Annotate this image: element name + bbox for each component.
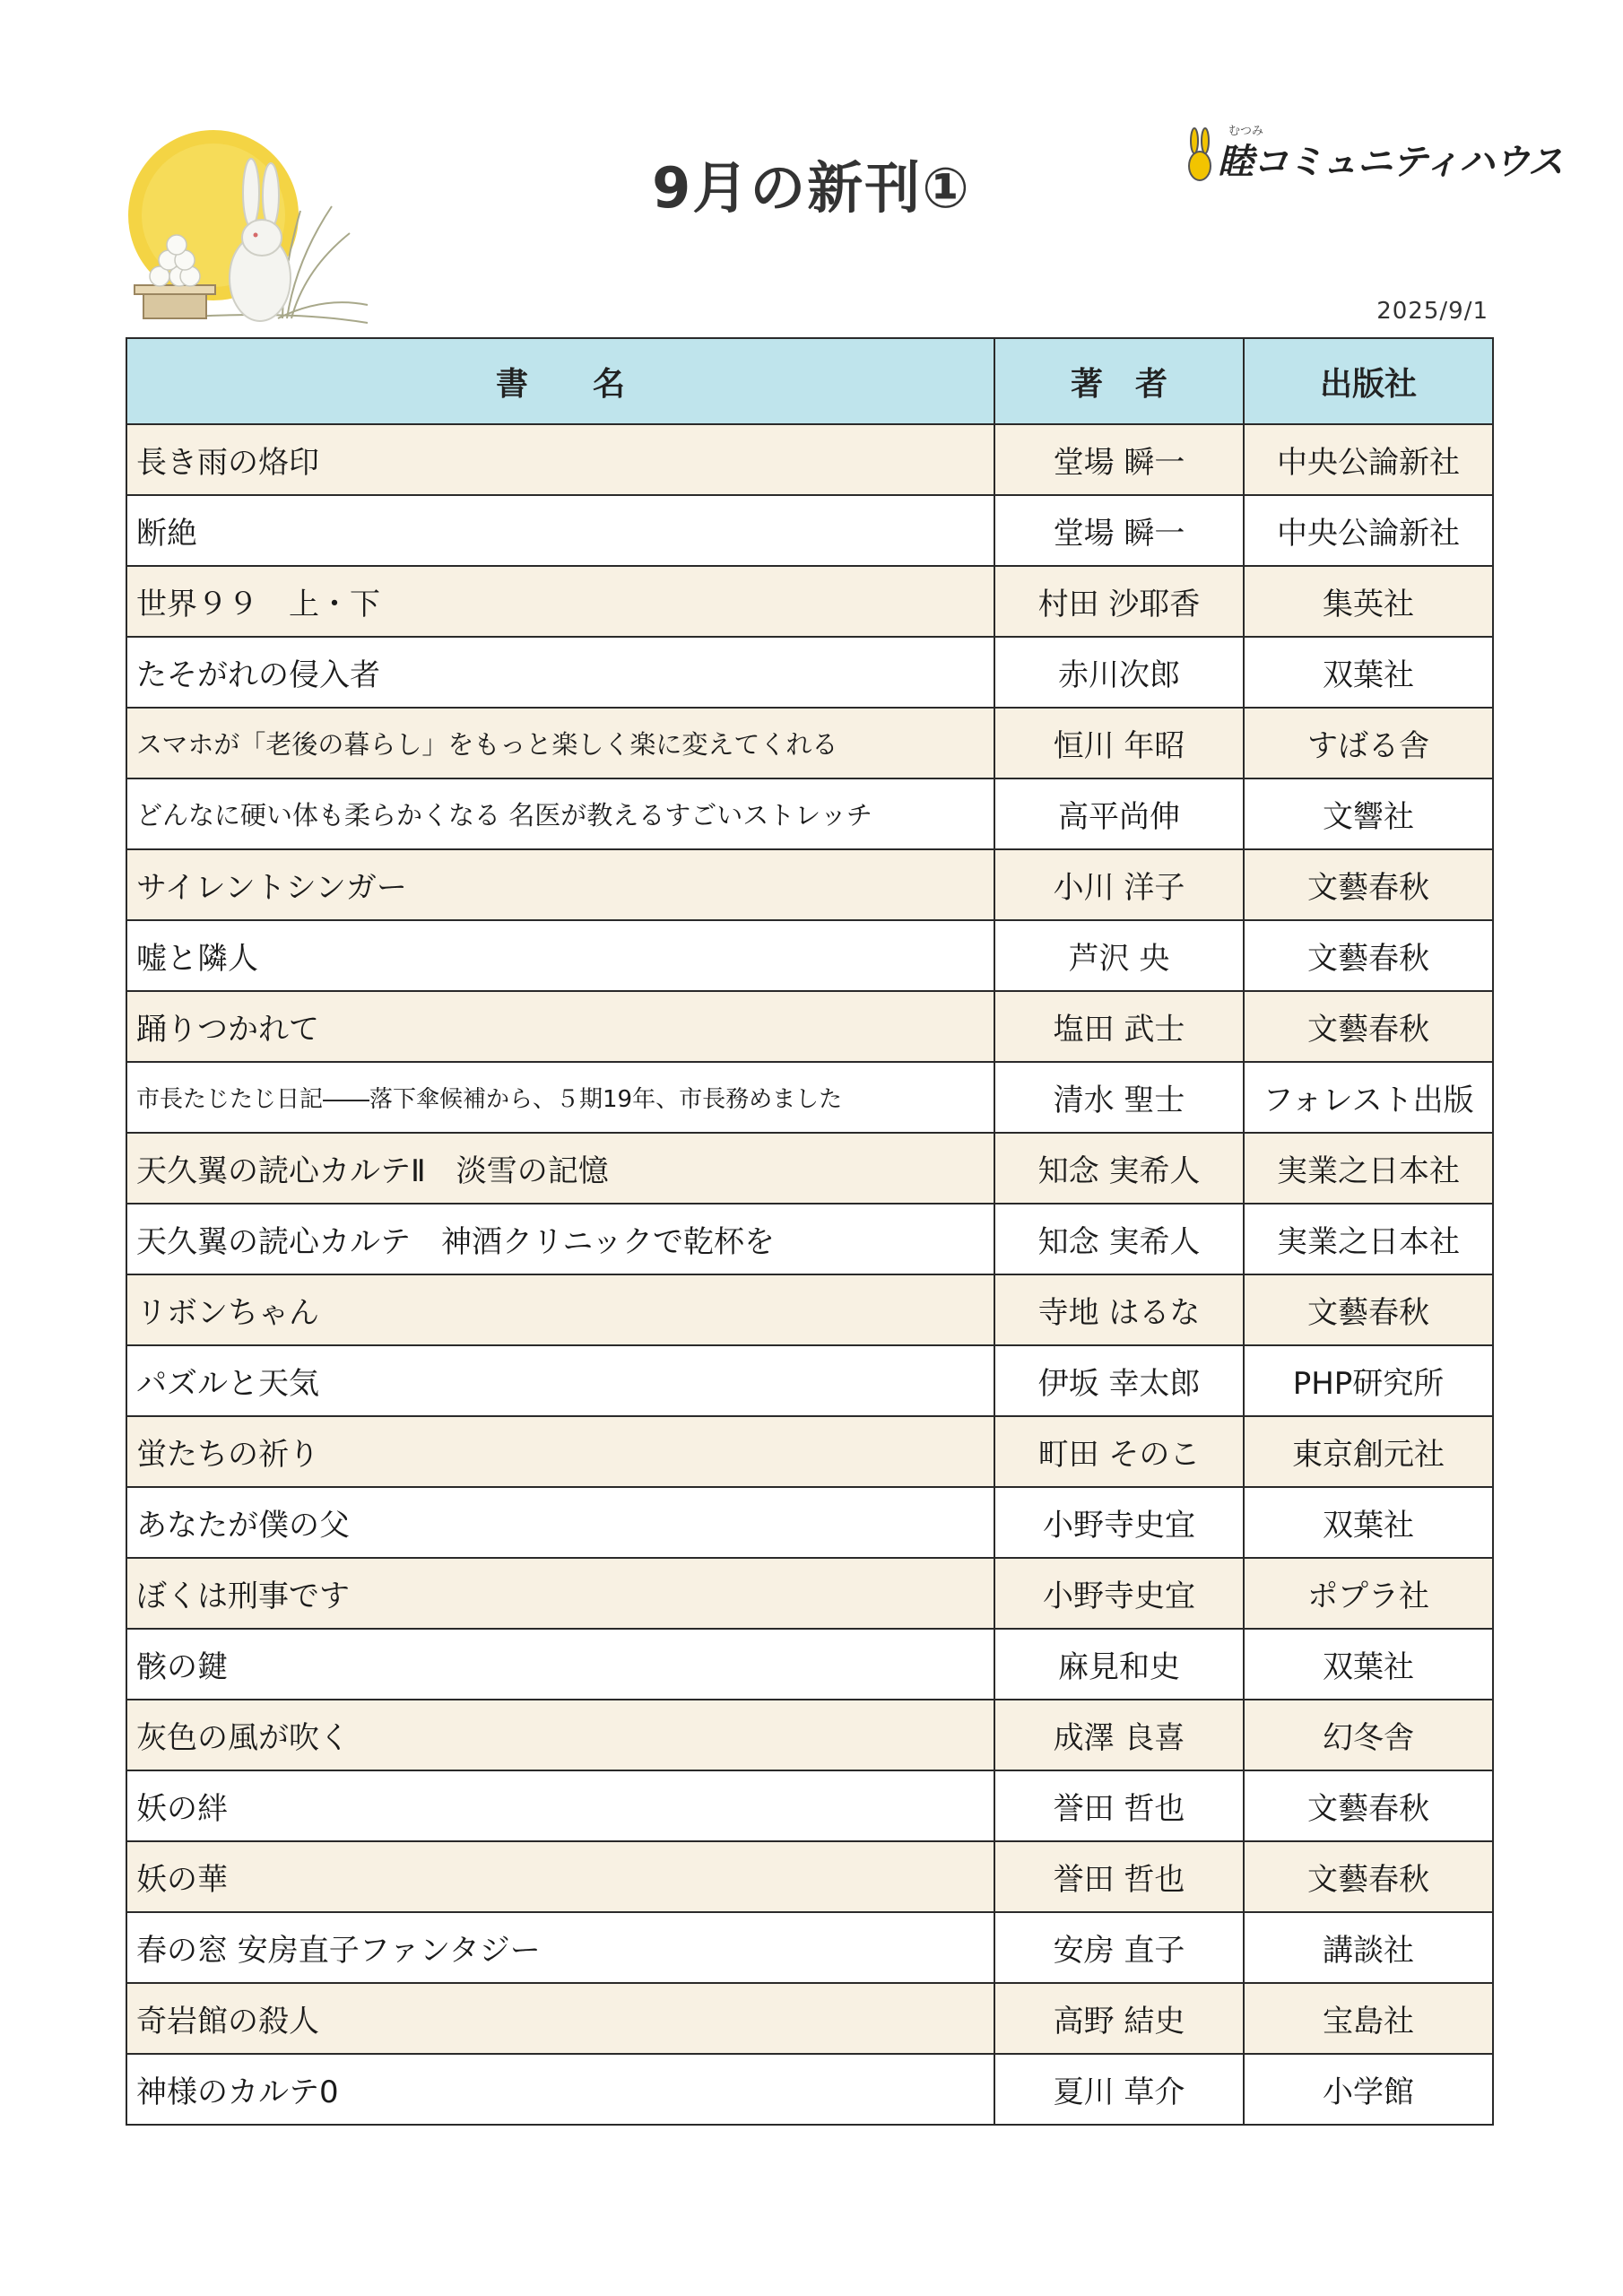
book-publisher: 幻冬舎	[1244, 1700, 1493, 1770]
book-publisher: すばる舎	[1244, 708, 1493, 778]
table-row	[126, 2054, 1493, 2125]
book-publisher: ポプラ社	[1244, 1558, 1493, 1629]
book-publisher: 文藝春秋	[1244, 1841, 1493, 1912]
book-publisher: フォレスト出版	[1244, 1062, 1493, 1133]
book-publisher: 双葉社	[1244, 637, 1493, 708]
table-row	[126, 920, 1493, 991]
book-author: 寺地 はるな	[994, 1274, 1244, 1345]
book-author: 恒川 年昭	[994, 708, 1244, 778]
book-publisher: 双葉社	[1244, 1487, 1493, 1558]
book-author: 知念 実希人	[994, 1204, 1244, 1274]
book-publisher: 文藝春秋	[1244, 1274, 1493, 1345]
book-title: リボンちゃん	[126, 1274, 994, 1345]
book-title: パズルと天気	[126, 1345, 994, 1416]
table-row	[126, 1700, 1493, 1770]
book-title: 天久翼の読心カルテⅡ 淡雪の記憶	[126, 1133, 994, 1204]
table-row	[126, 1983, 1493, 2054]
table-row	[126, 1204, 1493, 1274]
book-publisher: 中央公論新社	[1244, 495, 1493, 566]
table-row	[126, 1062, 1493, 1133]
table-row	[126, 1416, 1493, 1487]
book-publisher: PHP研究所	[1244, 1345, 1493, 1416]
book-title: サイレントシンガー	[126, 849, 994, 920]
book-author: 清水 聖士	[994, 1062, 1244, 1133]
book-publisher: 小学館	[1244, 2054, 1493, 2125]
book-publisher: 集英社	[1244, 566, 1493, 637]
book-publisher: 文藝春秋	[1244, 991, 1493, 1062]
book-title: ぼくは刑事です	[126, 1558, 994, 1629]
book-author: 安房 直子	[994, 1912, 1244, 1983]
table-row	[126, 849, 1493, 920]
table-row	[126, 1841, 1493, 1912]
rabbit-logo-icon	[1182, 125, 1218, 187]
book-publisher: 宝島社	[1244, 1983, 1493, 2054]
book-publisher: 東京創元社	[1244, 1416, 1493, 1487]
book-title: たそがれの侵入者	[126, 637, 994, 708]
community-house-logo	[1182, 121, 1563, 193]
column-header-title: 書 名	[126, 338, 994, 424]
page-title: 9月の新刊①	[652, 155, 971, 221]
table-row	[126, 566, 1493, 637]
book-publisher: 実業之日本社	[1244, 1204, 1493, 1274]
book-title: 踊りつかれて	[126, 991, 994, 1062]
table-row	[126, 1133, 1493, 1204]
new-books-table	[126, 337, 1494, 2126]
book-author: 誉田 哲也	[994, 1770, 1244, 1841]
table-row	[126, 778, 1493, 849]
book-publisher: 文響社	[1244, 778, 1493, 849]
book-title: あなたが僕の父	[126, 1487, 994, 1558]
book-publisher: 中央公論新社	[1244, 424, 1493, 495]
book-title: 骸の鍵	[126, 1629, 994, 1700]
table-row	[126, 708, 1493, 778]
book-author: 知念 実希人	[994, 1133, 1244, 1204]
book-title: 奇岩館の殺人	[126, 1983, 994, 2054]
book-title: 蛍たちの祈り	[126, 1416, 994, 1487]
book-author: 赤川次郎	[994, 637, 1244, 708]
book-title: 灰色の風が吹く	[126, 1700, 994, 1770]
table-row	[126, 637, 1493, 708]
book-author: 町田 そのこ	[994, 1416, 1244, 1487]
table-row	[126, 1558, 1493, 1629]
issue-date: 2025/9/1	[1376, 298, 1488, 325]
book-author: 堂場 瞬一	[994, 495, 1244, 566]
book-title: 断絶	[126, 495, 994, 566]
logo-text: 睦コミュニティハウス	[1218, 142, 1563, 183]
book-publisher: 文藝春秋	[1244, 920, 1493, 991]
book-author: 小川 洋子	[994, 849, 1244, 920]
book-title: 嘘と隣人	[126, 920, 994, 991]
book-title: 市長たじたじ日記――落下傘候補から、５期19年、市長務めました	[126, 1062, 994, 1133]
book-author: 芦沢 央	[994, 920, 1244, 991]
table-row	[126, 1770, 1493, 1841]
book-publisher: 文藝春秋	[1244, 1770, 1493, 1841]
book-author: 堂場 瞬一	[994, 424, 1244, 495]
book-title: どんなに硬い体も柔らかくなる 名医が教えるすごいストレッチ	[126, 778, 994, 849]
column-header-publisher: 出版社	[1244, 338, 1493, 424]
book-title: 妖の華	[126, 1841, 994, 1912]
table-header-row	[126, 338, 1493, 424]
book-author: 小野寺史宜	[994, 1558, 1244, 1629]
book-author: 村田 沙耶香	[994, 566, 1244, 637]
book-title: 長き雨の烙印	[126, 424, 994, 495]
book-title: 妖の絆	[126, 1770, 994, 1841]
table-row	[126, 495, 1493, 566]
column-header-author: 著 者	[994, 338, 1244, 424]
book-author: 塩田 武士	[994, 991, 1244, 1062]
book-author: 高平尚伸	[994, 778, 1244, 849]
book-publisher: 双葉社	[1244, 1629, 1493, 1700]
book-author: 誉田 哲也	[994, 1841, 1244, 1912]
table-row	[126, 1912, 1493, 1983]
table-row	[126, 1487, 1493, 1558]
book-author: 伊坂 幸太郎	[994, 1345, 1244, 1416]
book-publisher: 実業之日本社	[1244, 1133, 1493, 1204]
table-row	[126, 424, 1493, 495]
table-row	[126, 1345, 1493, 1416]
book-title: 神様のカルテ0	[126, 2054, 994, 2125]
book-title: スマホが「老後の暮らし」をもっと楽しく楽に変えてくれる	[126, 708, 994, 778]
book-author: 成澤 良喜	[994, 1700, 1244, 1770]
book-publisher: 文藝春秋	[1244, 849, 1493, 920]
book-publisher: 講談社	[1244, 1912, 1493, 1983]
logo-ruby: むつみ	[1228, 125, 1264, 138]
book-author: 高野 結史	[994, 1983, 1244, 2054]
book-title: 春の窓 安房直子ファンタジー	[126, 1912, 994, 1983]
table-row	[126, 1629, 1493, 1700]
book-author: 麻見和史	[994, 1629, 1244, 1700]
book-author: 小野寺史宜	[994, 1487, 1244, 1558]
book-title: 世界９９ 上・下	[126, 566, 994, 637]
book-author: 夏川 草介	[994, 2054, 1244, 2125]
table-row	[126, 1274, 1493, 1345]
book-title: 天久翼の読心カルテ 神酒クリニックで乾杯を	[126, 1204, 994, 1274]
table-row	[126, 991, 1493, 1062]
